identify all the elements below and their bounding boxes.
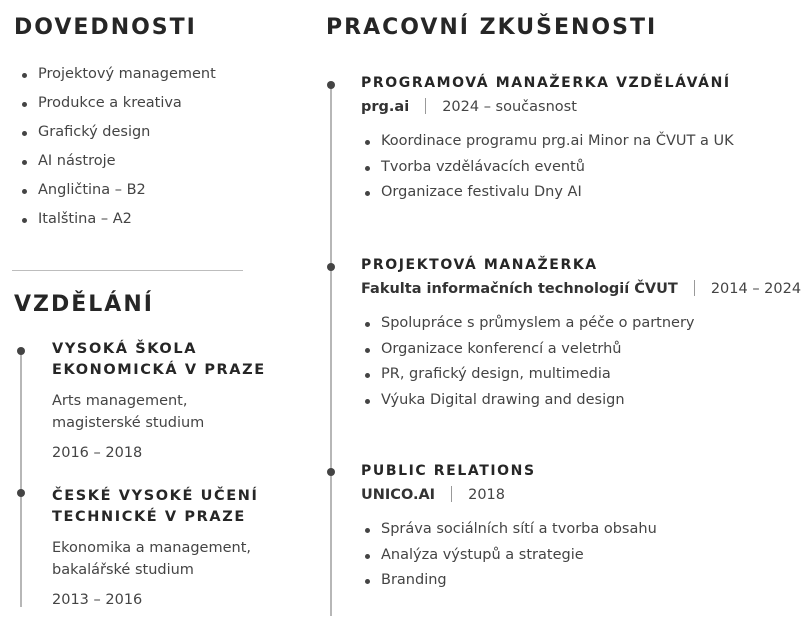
separator	[425, 98, 426, 114]
separator	[451, 486, 452, 502]
timeline-dot	[327, 263, 335, 271]
job-bullet: Tvorba vzdělávacích eventů	[361, 155, 734, 181]
school-name: VYSOKÁ ŠKOLA EKONOMICKÁ V PRAZE	[52, 341, 266, 378]
job-bullet: Výuka Digital drawing and design	[361, 388, 801, 414]
job-org: UNICO.AI	[361, 487, 436, 503]
timeline-dot	[17, 347, 25, 355]
job-org-line	[361, 98, 734, 115]
job-org: Fakulta informačních technologií ČVUT	[361, 281, 678, 297]
job-role: PUBLIC RELATIONS	[361, 463, 536, 479]
education-heading: VZDĚLÁNÍ	[14, 292, 154, 317]
job-bullets	[361, 129, 734, 206]
study-field: Ekonomika a management, bakalářské studium	[52, 540, 251, 578]
job-bullet: Organizace konferencí a veletrhů	[361, 337, 801, 363]
skills-list	[18, 60, 216, 234]
study-years: 2013 – 2016	[52, 592, 143, 608]
job-years: 2024 – současnost	[442, 99, 577, 115]
experience-heading: PRACOVNÍ ZKUŠENOSTI	[326, 15, 658, 40]
section-divider	[12, 270, 243, 271]
job-org-line	[361, 280, 801, 297]
study-years: 2016 – 2018	[52, 445, 143, 461]
job-bullet: Koordinace programu prg.ai Minor na ČVUT a UK	[361, 129, 734, 155]
skill-item: Projektový management	[18, 60, 216, 89]
job-entry	[361, 75, 734, 206]
skill-item: AI nástroje	[18, 147, 216, 176]
skill-item: Angličtina – B2	[18, 176, 216, 205]
job-bullet: Branding	[361, 568, 657, 594]
education-entry	[52, 339, 302, 464]
job-years: 2014 – 2024	[710, 281, 802, 297]
job-bullet: Spolupráce s průmyslem a péče o partnery	[361, 311, 801, 337]
job-bullet: PR, grafický design, multimedia	[361, 362, 801, 388]
job-entry	[361, 257, 801, 414]
education-entry	[52, 486, 302, 611]
job-bullet: Správa sociálních sítí a tvorba obsahu	[361, 517, 657, 543]
separator	[694, 280, 695, 296]
skill-item: Produkce a kreativa	[18, 89, 216, 118]
timeline-dot	[17, 489, 25, 497]
job-years: 2018	[468, 487, 505, 503]
job-bullet: Analýza výstupů a strategie	[361, 543, 657, 569]
timeline-dot	[327, 81, 335, 89]
job-bullets	[361, 311, 801, 414]
job-org-line	[361, 486, 657, 503]
skills-heading: DOVEDNOSTI	[14, 15, 197, 40]
job-bullets	[361, 517, 657, 594]
skill-item: Italština – A2	[18, 205, 216, 234]
job-entry	[361, 463, 657, 594]
experience-timeline	[330, 86, 332, 616]
school-name: ČESKÉ VYSOKÉ UČENÍ TECHNICKÉ V PRAZE	[52, 488, 259, 525]
timeline-dot	[327, 468, 335, 476]
job-role: PROGRAMOVÁ MANAŽERKA VZDĚLÁVÁNÍ	[361, 75, 731, 91]
education-timeline	[20, 352, 22, 607]
job-role: PROJEKTOVÁ MANAŽERKA	[361, 257, 598, 273]
skill-item: Grafický design	[18, 118, 216, 147]
study-field: Arts management, magisterské studium	[52, 393, 205, 431]
job-org: prg.ai	[361, 99, 410, 115]
job-bullet: Organizace festivalu Dny AI	[361, 180, 734, 206]
